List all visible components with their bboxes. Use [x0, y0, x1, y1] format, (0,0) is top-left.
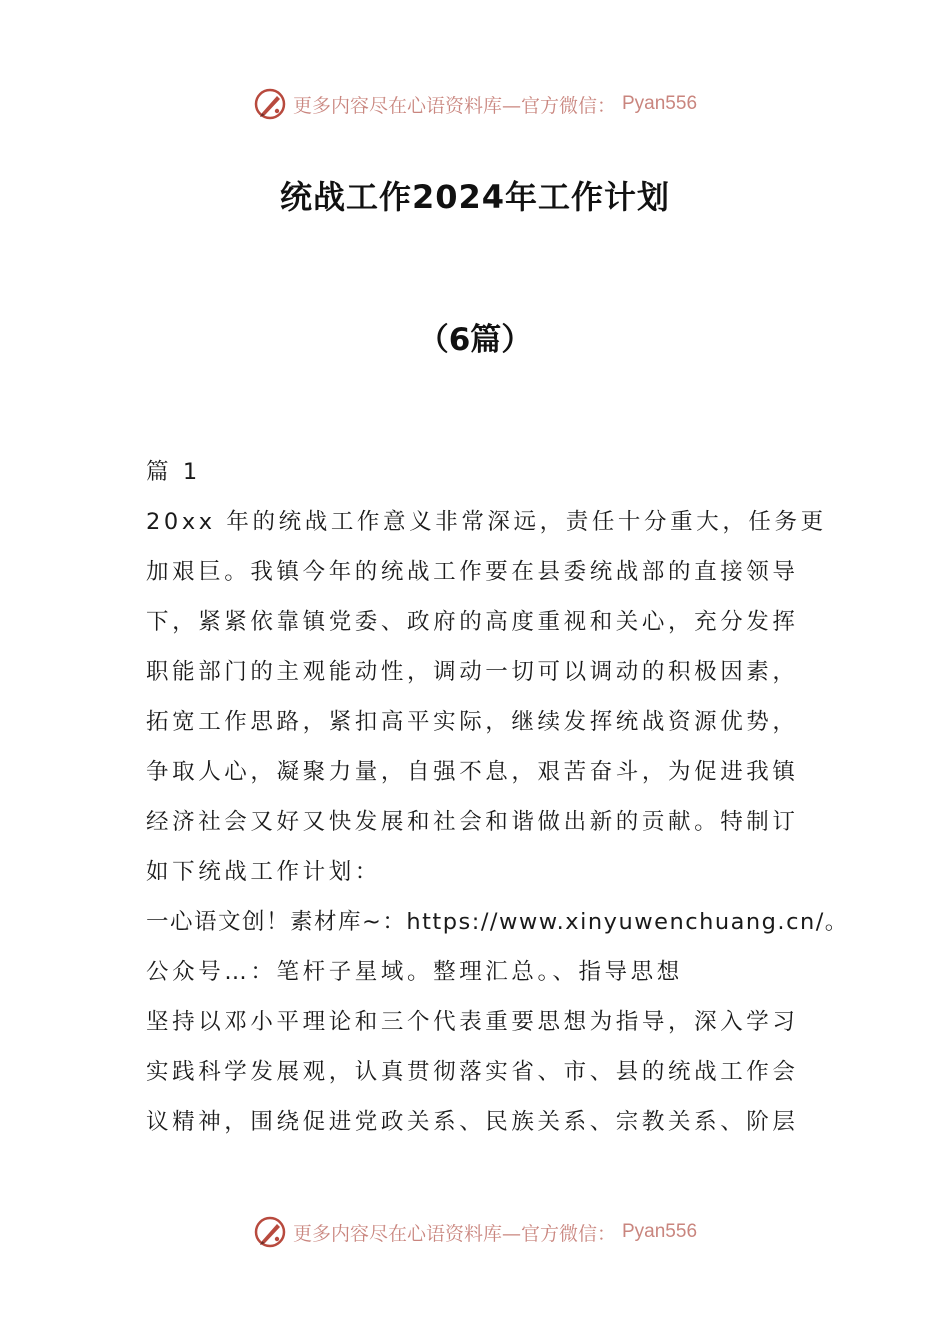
body-line: 加艰巨。我镇今年的统战工作要在县委统战部的直接领导 — [146, 559, 799, 585]
watermark-text: 更多内容尽在心语资料库—官方微信： — [292, 94, 616, 117]
watermark-wechat-id: Pyan556 — [622, 1221, 698, 1242]
body-line: 议精神，围绕促进党政关系、民族关系、宗教关系、阶层 — [146, 1109, 799, 1135]
pen-logo-icon — [253, 87, 287, 121]
watermark-text: 更多内容尽在心语资料库—官方微信： — [292, 1222, 616, 1245]
document-title: 统战工作2024年工作计划 — [279, 178, 671, 216]
body-line: 职能部门的主观能动性，调动一切可以调动的积极因素， — [146, 659, 799, 685]
body-line: 20xx 年的统战工作意义非常深远，责任十分重大，任务更 — [146, 509, 827, 535]
body-line: 经济社会又好又快发展和社会和谐做出新的贡献。特制订 — [146, 809, 799, 835]
footer-watermark — [0, 1212, 950, 1252]
body-line: 公众号…：笔杆子星域。整理汇总。、指导思想 — [146, 959, 683, 985]
watermark-wechat-id: Pyan556 — [622, 93, 698, 114]
body-line: 坚持以邓小平理论和三个代表重要思想为指导，深入学习 — [146, 1009, 799, 1035]
body-line: 下，紧紧依靠镇党委、政府的高度重视和关心，充分发挥 — [146, 609, 799, 635]
body-line-url: 一心语文创！素材库~：https://www.xinyuwenchuang.cn/。 — [146, 909, 849, 935]
body-line: 争取人心，凝聚力量，自强不息，艰苦奋斗，为促进我镇 — [146, 759, 799, 785]
pen-logo-icon — [253, 1215, 287, 1249]
document-body — [146, 452, 849, 1152]
document-subtitle: （6篇） — [417, 322, 533, 358]
header-watermark — [0, 84, 950, 124]
section-heading: 篇 1 — [146, 459, 201, 485]
body-line: 实践科学发展观，认真贯彻落实省、市、县的统战工作会 — [146, 1059, 799, 1085]
body-line: 如下统战工作计划： — [146, 859, 381, 885]
body-line: 拓宽工作思路，紧扣高平实际，继续发挥统战资源优势， — [146, 709, 799, 735]
